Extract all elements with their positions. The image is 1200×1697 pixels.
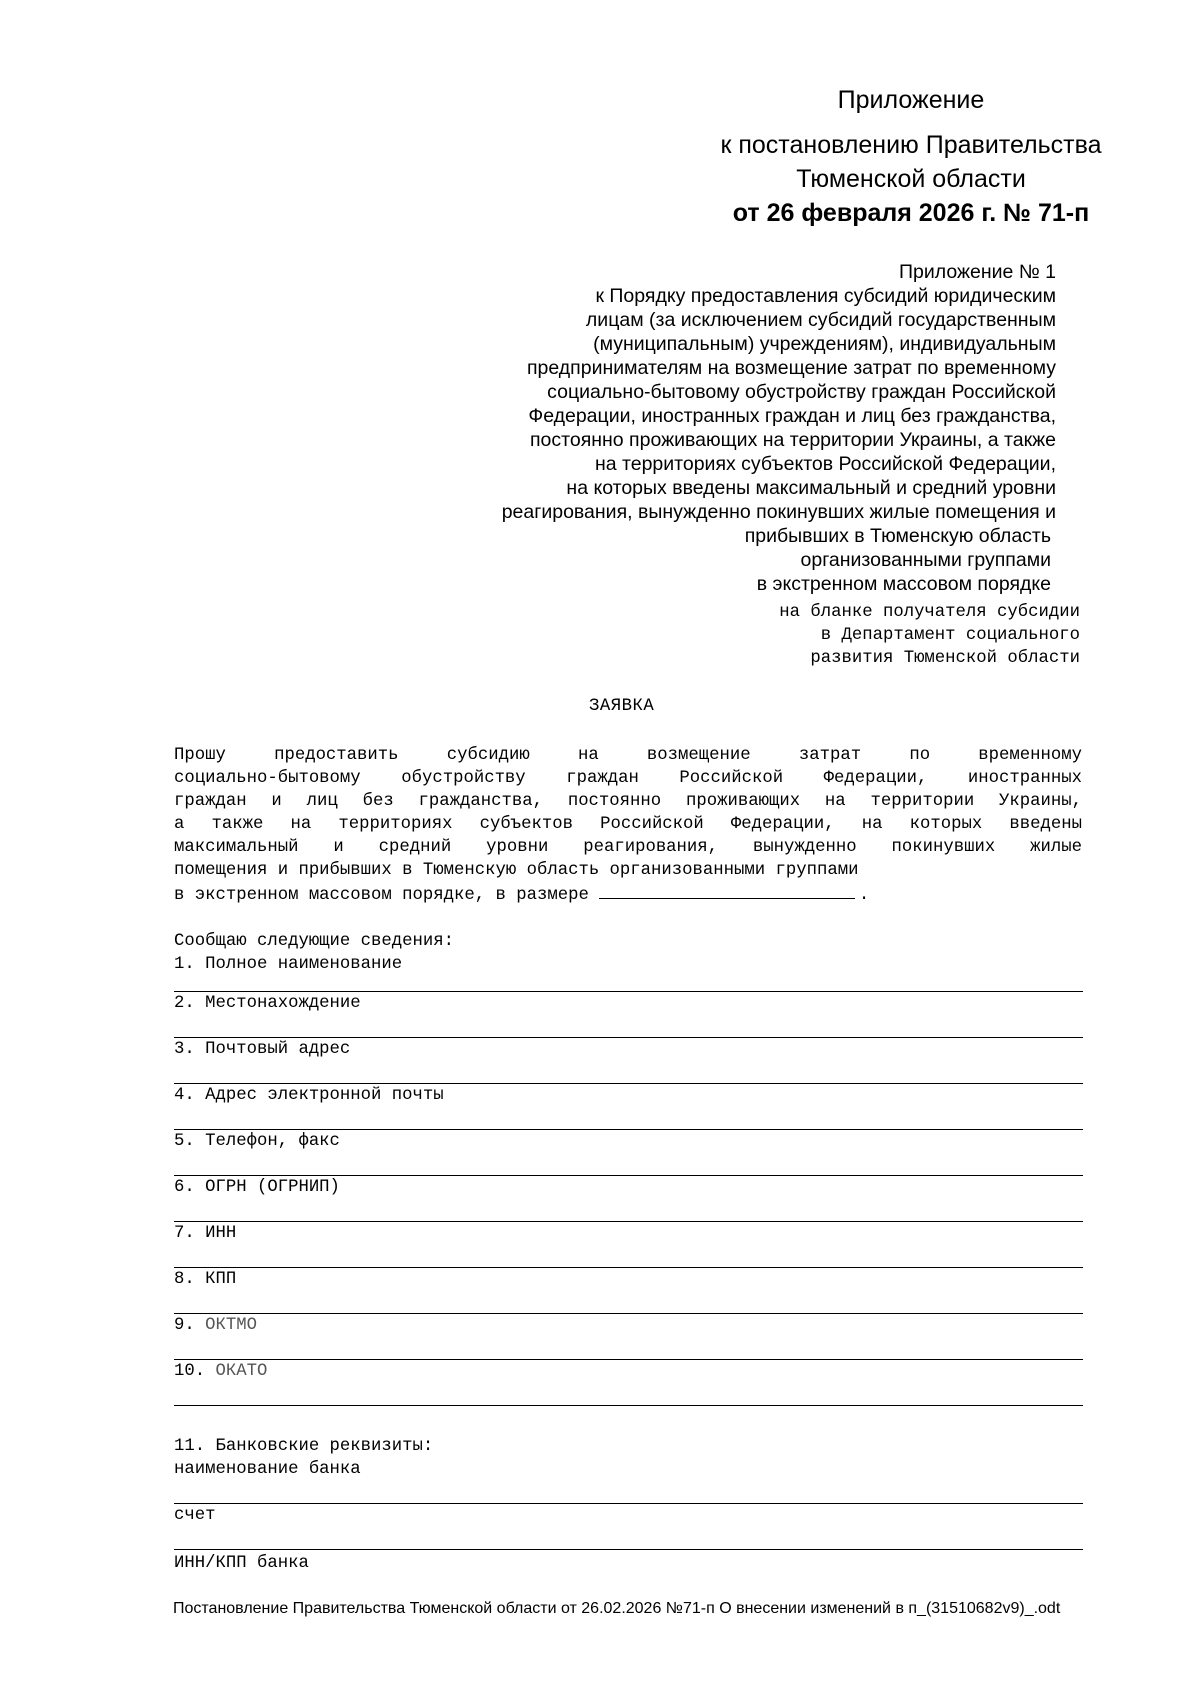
field-number: 9. [174, 1316, 195, 1335]
field-label: 1. Полное наименование [174, 955, 403, 974]
field-label: счет [174, 1506, 216, 1525]
field-full-name[interactable] [174, 953, 1083, 992]
appendix-line: реагирования, вынужденно покинувших жилые помещения и [501, 501, 1056, 523]
field-phone-fax[interactable] [174, 1130, 1083, 1176]
appendix-line: Федерации, иностранных граждан и лиц без гражданства, [528, 405, 1056, 427]
paragraph-line: Прошу предоставить субсидию на возмещение затрат по временному [174, 746, 1082, 765]
appendix-line: прибывших в Тюменскую область [744, 525, 1051, 547]
paragraph-line: граждан и лиц без гражданства, постоянно проживающих на территории Украины, [174, 792, 1082, 811]
field-number: 10. [174, 1362, 206, 1381]
appendix-line: лицам (за исключением субсидий государственным [585, 309, 1056, 331]
paragraph-period: . [858, 886, 870, 905]
field-label: 5. Телефон, факс [174, 1132, 340, 1151]
field-label [174, 1360, 267, 1383]
field-postal-address[interactable] [174, 1038, 1083, 1084]
appendix-line: на которых введены максимальный и средний уровни [566, 477, 1056, 499]
appendix-line: на территориях субъектов Российской Федерации, [594, 453, 1056, 475]
annex-reference-line: к постановлению Правительства [720, 131, 1102, 159]
field-location[interactable] [174, 992, 1083, 1038]
field-label: 8. КПП [174, 1270, 237, 1289]
appendix-line: организованными группами [800, 549, 1051, 571]
annex-date: от 26 февраля 2026 г. № 71-п [732, 199, 1090, 227]
field-label: 2. Местонахождение [174, 994, 361, 1013]
field-name: ОКТМО [205, 1316, 257, 1335]
appendix-line: в экстренном массовом порядке [756, 573, 1051, 595]
paragraph-line: максимальный и средний уровни реагирования, вынужденно покинувших жилые [174, 838, 1082, 857]
paragraph-line: социально-бытовому обустройству граждан Российской Федерации, иностранных [174, 769, 1082, 788]
field-kpp[interactable] [174, 1268, 1083, 1314]
bank-details [174, 1435, 1083, 1575]
appendix-line: предпринимателям на возмещение затрат по временному [526, 357, 1056, 379]
amount-blank-field[interactable] [599, 882, 855, 899]
appendix-line: к Порядку предоставления субсидий юридическим [595, 285, 1056, 307]
paragraph-line-text: в экстренном массовом порядке, в размере [174, 886, 589, 905]
appendix-line: (муниципальным) учреждениям), индивидуальным [593, 333, 1056, 355]
applicant-fields [174, 930, 1083, 1406]
request-paragraph [174, 744, 1082, 907]
field-okato[interactable] [174, 1360, 1083, 1406]
field-name: ОКАТО [215, 1362, 268, 1381]
recipient-line: на бланке получателя субсидии [779, 603, 1080, 622]
field-label: 3. Почтовый адрес [174, 1040, 351, 1059]
recipient-block [779, 601, 1080, 670]
field-label [174, 1314, 257, 1337]
field-bank-name[interactable] [174, 1458, 1083, 1504]
appendix-line: социально-бытовому обустройству граждан Российской [547, 381, 1056, 403]
field-oktmo[interactable] [174, 1314, 1083, 1360]
recipient-line: развития Тюменской области [810, 649, 1080, 668]
field-bank-inn-kpp[interactable]: ИНН/КПП банка [174, 1554, 309, 1573]
fields-intro: Сообщаю следующие сведения: [174, 932, 455, 951]
field-label: 6. ОГРН (ОГРНИП) [174, 1178, 340, 1197]
field-ogrn[interactable] [174, 1176, 1083, 1222]
field-email[interactable] [174, 1084, 1083, 1130]
field-inn[interactable] [174, 1222, 1083, 1268]
recipient-line: в Департамент социального [820, 626, 1080, 645]
appendix-line: постоянно проживающих на территории Украины, а также [529, 429, 1056, 451]
application-title: ЗАЯВКА [589, 697, 655, 716]
paragraph-line-amount [174, 882, 1082, 907]
bank-details-heading: 11. Банковские реквизиты: [174, 1437, 434, 1456]
document-footer: Постановление Правительства Тюменской области от 26.02.2026 №71-п О внесении изменений в п_(31510682v9)_.odt [173, 1600, 1061, 1617]
annex-reference-line: Тюменской области [796, 165, 1026, 193]
paragraph-line: помещения и прибывших в Тюменскую область организованными группами [174, 861, 859, 880]
field-label: 4. Адрес электронной почты [174, 1086, 444, 1105]
paragraph-line: а также на территориях субъектов Российской Федерации, на которых введены [174, 815, 1082, 834]
appendix-reference-block [456, 260, 1056, 596]
field-account[interactable] [174, 1504, 1083, 1550]
annex-title: Приложение [837, 86, 985, 114]
appendix-line: Приложение № 1 [899, 261, 1056, 283]
field-label: 7. ИНН [174, 1224, 237, 1243]
field-label: наименование банка [174, 1460, 361, 1479]
annex-reference [0, 128, 1200, 196]
